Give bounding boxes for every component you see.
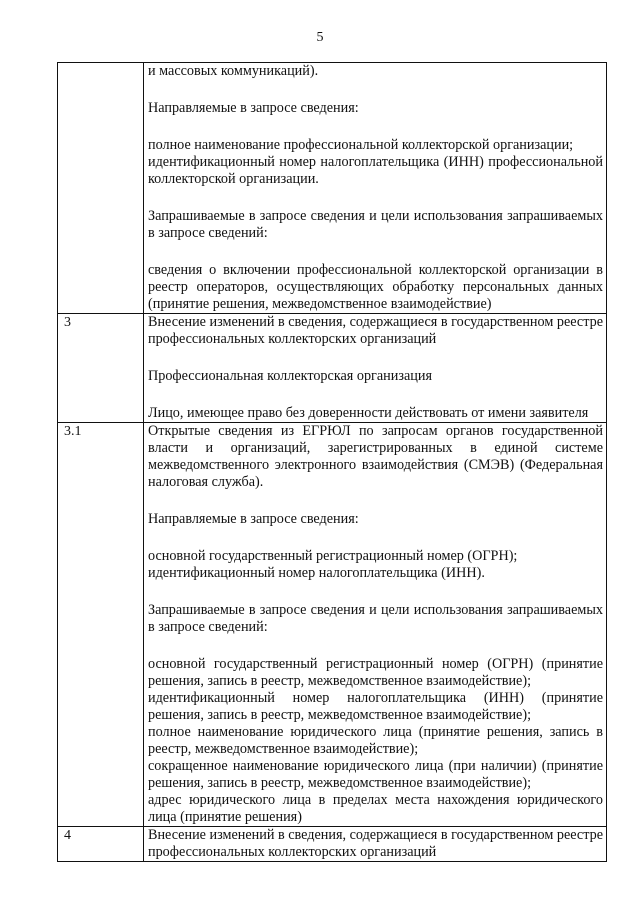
paragraph: адрес юридического лица в пределах места нахождения юридического лица (принятие решения) bbox=[148, 792, 603, 825]
paragraph: полное наименование профессиональной коллекторской организации; bbox=[148, 137, 574, 153]
paragraph: идентификационный номер налогоплательщика (ИНН) (принятие решения, запись в реестр, межведомственное взаимодействие); bbox=[148, 690, 603, 723]
paragraph: сокращенное наименование юридического лица (при наличии) (принятие решения, запись в реестр, межведомственное взаимодействие); bbox=[148, 758, 603, 791]
paragraph: Внесение изменений в сведения, содержащиеся в государственном реестре профессиональных коллекторских организаций bbox=[148, 827, 603, 860]
row-content bbox=[144, 63, 607, 314]
paragraph: полное наименование юридического лица (принятие решения, запись в реестр, межведомственное взаимодействие); bbox=[148, 724, 603, 757]
paragraph: идентификационный номер налогоплательщика (ИНН) профессиональной коллекторской организации. bbox=[148, 154, 603, 187]
paragraph: идентификационный номер налогоплательщика (ИНН). bbox=[148, 565, 485, 581]
paragraph: Направляемые в запросе сведения: bbox=[148, 100, 359, 116]
row-content bbox=[144, 827, 607, 862]
paragraph: Запрашиваемые в запросе сведения и цели использования запрашиваемых в запросе сведений: bbox=[148, 602, 603, 635]
row-number: 3.1 bbox=[58, 423, 144, 827]
paragraph: Лицо, имеющее право без доверенности действовать от имени заявителя bbox=[148, 405, 589, 421]
row-number: 3 bbox=[58, 314, 144, 423]
paragraph: Открытые сведения из ЕГРЮЛ по запросам органов государственной власти и организаций, зарегистрированных в единой системе межведомственного электронного взаимодействия (СМЭВ) (Федеральная налоговая служба). bbox=[148, 423, 603, 490]
paragraph: основной государственный регистрационный номер (ОГРН) (принятие решения, запись в реестр, межведомственное взаимодействие); bbox=[148, 656, 603, 689]
paragraph: Профессиональная коллекторская организация bbox=[148, 368, 432, 384]
paragraph: и массовых коммуникаций). bbox=[148, 63, 319, 79]
paragraph: Внесение изменений в сведения, содержащиеся в государственном реестре профессиональных коллекторских организаций bbox=[148, 314, 603, 347]
row-content bbox=[144, 423, 607, 827]
row-number bbox=[58, 63, 144, 314]
paragraph: Направляемые в запросе сведения: bbox=[148, 511, 359, 527]
paragraph: Запрашиваемые в запросе сведения и цели использования запрашиваемых в запросе сведений: bbox=[148, 208, 603, 241]
services-table bbox=[57, 62, 607, 862]
row-content bbox=[144, 314, 607, 423]
table-row bbox=[58, 314, 607, 423]
page-number: 5 bbox=[316, 30, 324, 45]
table-row bbox=[58, 827, 607, 862]
paragraph: основной государственный регистрационный номер (ОГРН); bbox=[148, 548, 518, 564]
table-row bbox=[58, 63, 607, 314]
table-row bbox=[58, 423, 607, 827]
paragraph: сведения о включении профессиональной коллекторской организации в реестр операторов, осуществляющих обработку персональных данных (принятие решения, межведомственное взаимодействие) bbox=[148, 262, 603, 312]
row-number: 4 bbox=[58, 827, 144, 862]
